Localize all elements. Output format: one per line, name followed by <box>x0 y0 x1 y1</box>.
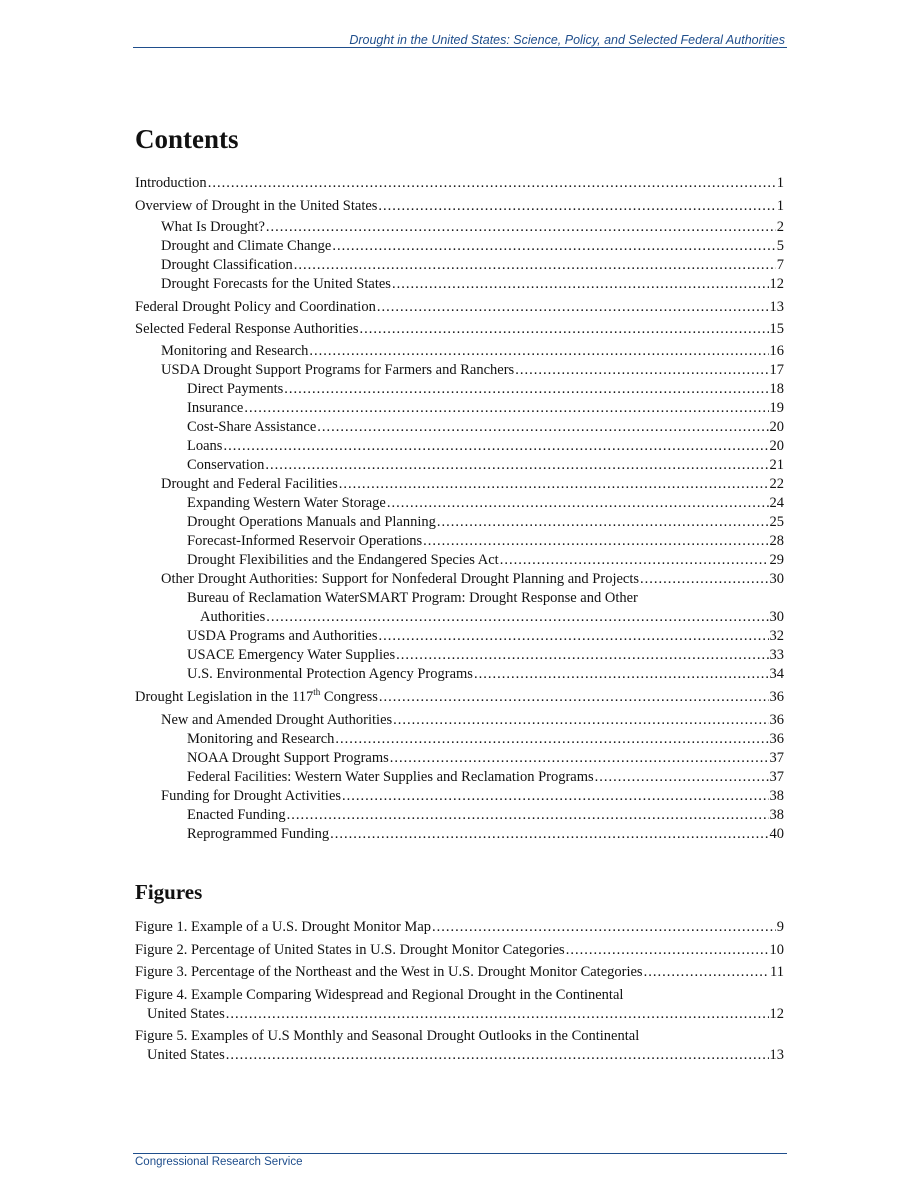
toc-entry[interactable]: Federal Facilities: Western Water Supplies and Reclamation Programs ..... 37 <box>187 768 784 787</box>
toc-entry[interactable]: Drought and Federal Facilities ..... 22 <box>161 475 784 494</box>
toc-entry[interactable]: USDA Programs and Authorities ..... 32 <box>187 627 784 646</box>
toc-entry[interactable]: Cost-Share Assistance ..... 20 <box>187 418 784 437</box>
header-rule <box>133 47 787 48</box>
toc-entry[interactable]: Drought Legislation in the 117th Congress ..... 36 <box>135 688 784 707</box>
toc-entry[interactable]: Direct Payments ..... 18 <box>187 380 784 399</box>
figure-entry-first-line[interactable]: Figure 4. Example Comparing Widespread and Regional Drought in the Continental <box>135 987 624 1003</box>
toc-entry[interactable]: Forecast-Informed Reservoir Operations ..... 28 <box>187 532 784 551</box>
figure-entry[interactable]: Figure 1. Example of a U.S. Drought Monitor Map ..... 9 <box>135 918 784 937</box>
toc-entry[interactable]: USACE Emergency Water Supplies ..... 33 <box>187 646 784 665</box>
figure-entry[interactable]: Figure 3. Percentage of the Northeast and the West in U.S. Drought Monitor Categories ..... 11 <box>135 963 784 982</box>
figures-title: Figures <box>135 880 203 904</box>
toc-entry[interactable]: Drought Operations Manuals and Planning ..... 25 <box>187 513 784 532</box>
figure-entry-continuation[interactable]: United States ..... 13 <box>147 1046 784 1065</box>
toc-entry[interactable]: Monitoring and Research ..... 16 <box>161 342 784 361</box>
running-footer: Congressional Research Service <box>135 1156 303 1168</box>
toc-entry[interactable]: Reprogrammed Funding ..... 40 <box>187 825 784 844</box>
toc-entry[interactable]: What Is Drought? ..... 2 <box>161 218 784 237</box>
toc-entry[interactable]: Expanding Western Water Storage ..... 24 <box>187 494 784 513</box>
figure-entry-first-line[interactable]: Figure 5. Examples of U.S Monthly and Seasonal Drought Outlooks in the Continental <box>135 1028 640 1044</box>
toc-entry[interactable]: Loans ..... 20 <box>187 437 784 456</box>
toc-entry[interactable]: Monitoring and Research ..... 36 <box>187 730 784 749</box>
figure-entry-continuation[interactable]: United States ..... 12 <box>147 1005 784 1024</box>
toc-entry-continuation[interactable]: Authorities ..... 30 <box>200 608 784 627</box>
toc-entry[interactable]: Insurance ..... 19 <box>187 399 784 418</box>
toc-entry[interactable]: Drought Forecasts for the United States ..... 12 <box>161 275 784 294</box>
toc-entry[interactable]: Drought Flexibilities and the Endangered Species Act ..... 29 <box>187 551 784 570</box>
toc-entry[interactable]: Other Drought Authorities: Support for Nonfederal Drought Planning and Projects ..... 30 <box>161 570 784 589</box>
toc-entry[interactable]: Drought and Climate Change ..... 5 <box>161 237 784 256</box>
toc-entry-first-line[interactable]: Bureau of Reclamation WaterSMART Program: Drought Response and Other <box>187 590 638 606</box>
toc-entry[interactable]: Federal Drought Policy and Coordination ..... 13 <box>135 298 784 317</box>
toc-entry[interactable]: Enacted Funding ..... 38 <box>187 806 784 825</box>
toc-entry[interactable]: New and Amended Drought Authorities ..... 36 <box>161 711 784 730</box>
toc-entry[interactable]: Overview of Drought in the United States ..... 1 <box>135 197 784 216</box>
toc-entry[interactable]: Drought Classification ..... 7 <box>161 256 784 275</box>
figure-entry[interactable]: Figure 2. Percentage of United States in U.S. Drought Monitor Categories ..... 10 <box>135 941 784 960</box>
toc-entry[interactable]: USDA Drought Support Programs for Farmers and Ranchers ..... 17 <box>161 361 784 380</box>
toc-entry[interactable]: Selected Federal Response Authorities ..... 15 <box>135 320 784 339</box>
footer-rule <box>133 1153 787 1154</box>
toc-entry[interactable]: Introduction ..... 1 <box>135 174 784 193</box>
running-header: Drought in the United States: Science, Policy, and Selected Federal Authorities <box>349 33 785 47</box>
contents-title: Contents <box>135 124 239 154</box>
toc-entry[interactable]: Conservation ..... 21 <box>187 456 784 475</box>
toc-entry[interactable]: Funding for Drought Activities ..... 38 <box>161 787 784 806</box>
toc-entry[interactable]: NOAA Drought Support Programs ..... 37 <box>187 749 784 768</box>
toc-entry[interactable]: U.S. Environmental Protection Agency Programs ..... 34 <box>187 665 784 684</box>
